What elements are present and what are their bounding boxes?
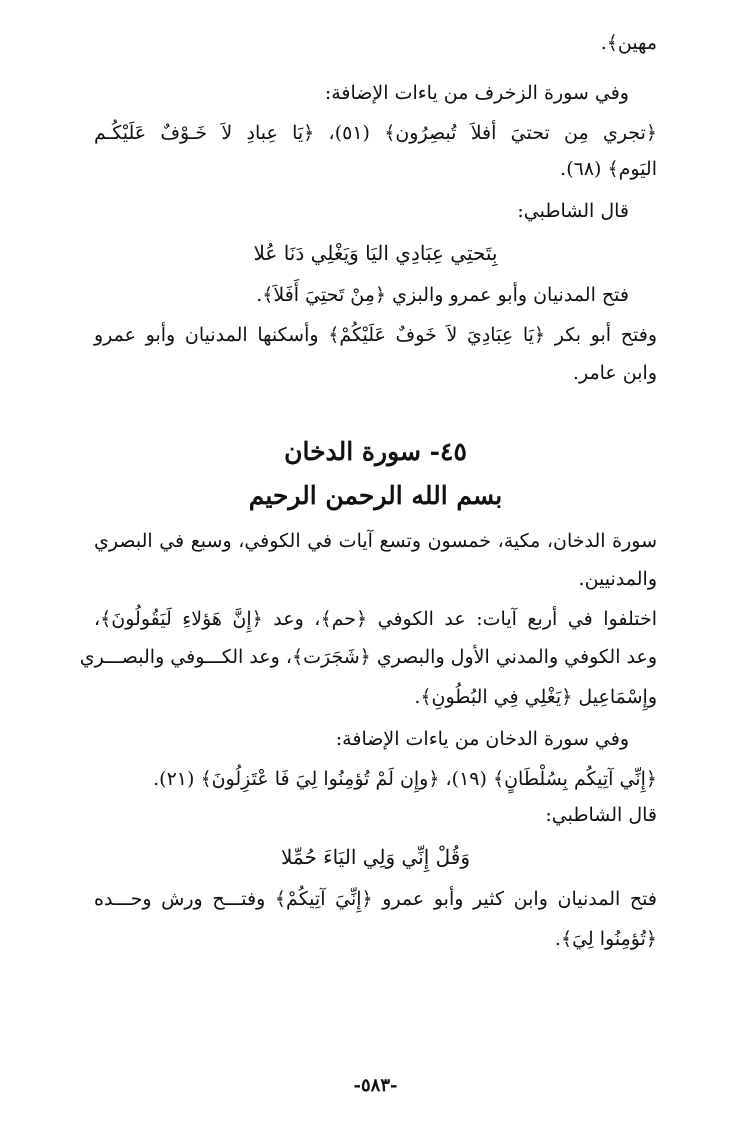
text-line: مهين﴾. — [600, 32, 657, 54]
text-line: ﴿تُؤمِنُوا لِيَ﴾. — [554, 928, 657, 950]
page-number: -٥٨٣- — [353, 1075, 398, 1096]
poem-verse: وَقُلْ إِنِّي وَلِي اليَاءَ حُمِّلا — [280, 845, 471, 869]
text-line: وإِسْمَاعِيل ﴿يَغْلِي فِي البُطُونِ﴾. — [414, 686, 657, 708]
text-line: وفتح أبو بكر ﴿يَا عِبَادِيَ لاَ خَوفٌ عَلَيْكُمْ﴾ وأسكنها المدنيان وأبو عمرو — [94, 324, 657, 346]
text-line: ﴿إِنِّي آتِيكُم بِسُلْطَانٍ﴾ (١٩)، ﴿وإِن لَمْ تُؤمِنُوا لِيَ فَا عْتَزِلُونَ﴾ (٢١). — [153, 768, 657, 790]
text-line: سورة الدخان، مكية، خمسون وتسع آيات في الكوفي، وسبع في البصري — [94, 530, 657, 552]
text-line: قال الشاطبي: — [545, 804, 657, 826]
poem-verse: بِتَحتِي عِبَادِي اليَا وَيَغْلِي دَنَا عُلا — [253, 241, 498, 265]
text-line: والمدنيين. — [578, 568, 657, 590]
text-line: وفي سورة الدخان من ياءات الإضافة: — [335, 728, 629, 750]
text-line: اختلفوا في أربع آيات: عد الكوفي ﴿حم﴾، وعد ﴿إِنَّ هَؤلاءِ لَيَقُولُونَ﴾، — [94, 608, 657, 630]
text-line: قال الشاطبي: — [517, 200, 629, 222]
basmala-heading: بسم الله الرحمن الرحيم — [248, 481, 503, 510]
text-line: وفي سورة الزخرف من ياءات الإضافة: — [324, 82, 629, 104]
text-line: ﴿تجري مِن تحتيَ أفلاَ تُبصِرُون﴾ (٥١)، ﴿يَا عِبادِ لاَ خَـوْفٌ عَلَيْكُـم — [94, 122, 657, 144]
text-line: وابن عامر. — [572, 362, 657, 384]
text-line: وعد الكوفي والمدني الأول والبصري ﴿شَجَرَت﴾، وعد الكـــوفي والبصـــري — [79, 646, 657, 668]
text-line: اليَوم﴾ (٦٨). — [560, 158, 657, 180]
text-line: فتح المدنيان وابن كثير وأبو عمرو ﴿إِنِّيَ آتِيكُمْ﴾ وفتـــح ورش وحـــده — [94, 888, 657, 910]
text-line: فتح المدنيان وأبو عمرو والبزي ﴿مِنْ تَحتِيَ أَفَلاَ﴾. — [256, 284, 629, 306]
surah-title: ٤٥- سورة الدخان — [284, 437, 467, 466]
